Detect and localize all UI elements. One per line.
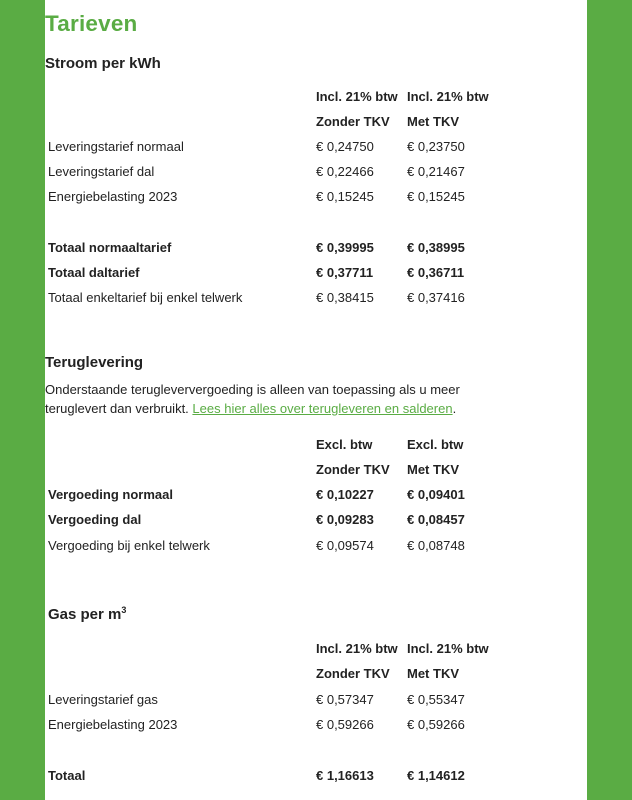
table-row xyxy=(45,263,525,283)
row-value-met-tkv: € 0,09401 xyxy=(407,487,465,502)
table-row xyxy=(45,715,525,735)
row-label: Vergoeding normaal xyxy=(48,487,173,502)
row-label: Totaal xyxy=(48,768,86,783)
gas-header-row-2 xyxy=(45,664,525,684)
row-value-zonder-tkv: € 0,38415 xyxy=(316,290,374,305)
table-row xyxy=(45,238,525,258)
stroom-title: Stroom per kWh xyxy=(45,55,161,72)
gas-header-col2: Incl. 21% btw xyxy=(407,641,489,656)
row-value-zonder-tkv: € 0,57347 xyxy=(316,692,374,707)
teruglevering-description: Onderstaande terugleververgoeding is alleen van toepassing als u meer teruglevert dan verbruikt. xyxy=(45,382,460,416)
table-row xyxy=(45,536,525,556)
gas-title-text: Gas per m xyxy=(48,606,122,623)
row-label: Vergoeding bij enkel telwerk xyxy=(48,538,210,553)
table-row xyxy=(45,510,525,530)
teruglevering-title: Teruglevering xyxy=(45,354,144,371)
row-label: Totaal enkeltarief bij enkel telwerk xyxy=(48,290,243,305)
stroom-header-col2: Incl. 21% btw xyxy=(407,89,489,104)
table-row xyxy=(45,766,525,786)
teruglevering-text xyxy=(45,380,485,418)
row-value-zonder-tkv: € 0,15245 xyxy=(316,189,374,204)
page-title: Tarieven xyxy=(45,11,138,36)
row-value-zonder-tkv: € 0,09574 xyxy=(316,538,374,553)
teruglevering-header-col1: Excl. btw xyxy=(316,437,373,452)
row-value-met-tkv: € 1,14612 xyxy=(407,768,465,783)
table-row xyxy=(45,162,525,182)
teruglevering-header-row-1 xyxy=(45,435,525,455)
teruglevering-subheader-col2: Met TKV xyxy=(407,462,459,477)
row-value-met-tkv: € 0,38995 xyxy=(407,240,465,255)
row-value-zonder-tkv: € 1,16613 xyxy=(316,768,374,783)
row-value-met-tkv: € 0,21467 xyxy=(407,164,465,179)
row-value-zonder-tkv: € 0,24750 xyxy=(316,139,374,154)
row-value-zonder-tkv: € 0,22466 xyxy=(316,164,374,179)
table-row xyxy=(45,485,525,505)
stroom-subheader-col1: Zonder TKV xyxy=(316,114,390,129)
table-row xyxy=(45,288,525,308)
table-row xyxy=(45,137,525,157)
table-row xyxy=(45,690,525,710)
row-label: Totaal normaaltarief xyxy=(48,240,172,255)
gas-subheader-col2: Met TKV xyxy=(407,666,459,681)
stroom-header-row-2 xyxy=(45,112,525,132)
stroom-header-row-1 xyxy=(45,87,525,107)
row-value-met-tkv: € 0,08457 xyxy=(407,512,465,527)
table-row xyxy=(45,187,525,207)
row-value-met-tkv: € 0,15245 xyxy=(407,189,465,204)
gas-title xyxy=(48,606,126,623)
teruglevering-header-col2: Excl. btw xyxy=(407,437,464,452)
teruglevering-header-row-2 xyxy=(45,460,525,480)
row-value-zonder-tkv: € 0,37711 xyxy=(316,265,374,280)
teruglevering-subheader-col1: Zonder TKV xyxy=(316,462,390,477)
gas-subheader-col1: Zonder TKV xyxy=(316,666,390,681)
row-value-met-tkv: € 0,36711 xyxy=(407,265,465,280)
terugleveren-salderen-link[interactable]: Lees hier alles over terugleveren en salderen xyxy=(192,401,453,416)
stroom-header-col1: Incl. 21% btw xyxy=(316,89,398,104)
row-label: Energiebelasting 2023 xyxy=(48,717,178,732)
row-value-met-tkv: € 0,59266 xyxy=(407,717,465,732)
gas-header-row-1 xyxy=(45,639,525,659)
row-value-zonder-tkv: € 0,59266 xyxy=(316,717,374,732)
row-label: Leveringstarief gas xyxy=(48,692,158,707)
row-value-met-tkv: € 0,55347 xyxy=(407,692,465,707)
row-value-zonder-tkv: € 0,39995 xyxy=(316,240,374,255)
row-label: Leveringstarief dal xyxy=(48,164,155,179)
row-value-met-tkv: € 0,23750 xyxy=(407,139,465,154)
row-value-zonder-tkv: € 0,09283 xyxy=(316,512,374,527)
row-label: Energiebelasting 2023 xyxy=(48,189,178,204)
row-label: Vergoeding dal xyxy=(48,512,142,527)
row-value-met-tkv: € 0,08748 xyxy=(407,538,465,553)
row-label: Totaal daltarief xyxy=(48,265,140,280)
gas-header-col1: Incl. 21% btw xyxy=(316,641,398,656)
row-label: Leveringstarief normaal xyxy=(48,139,184,154)
stroom-subheader-col2: Met TKV xyxy=(407,114,459,129)
row-value-met-tkv: € 0,37416 xyxy=(407,290,465,305)
link-punctuation: . xyxy=(452,401,457,416)
gas-title-superscript: 3 xyxy=(121,605,127,615)
row-value-zonder-tkv: € 0,10227 xyxy=(316,487,374,502)
